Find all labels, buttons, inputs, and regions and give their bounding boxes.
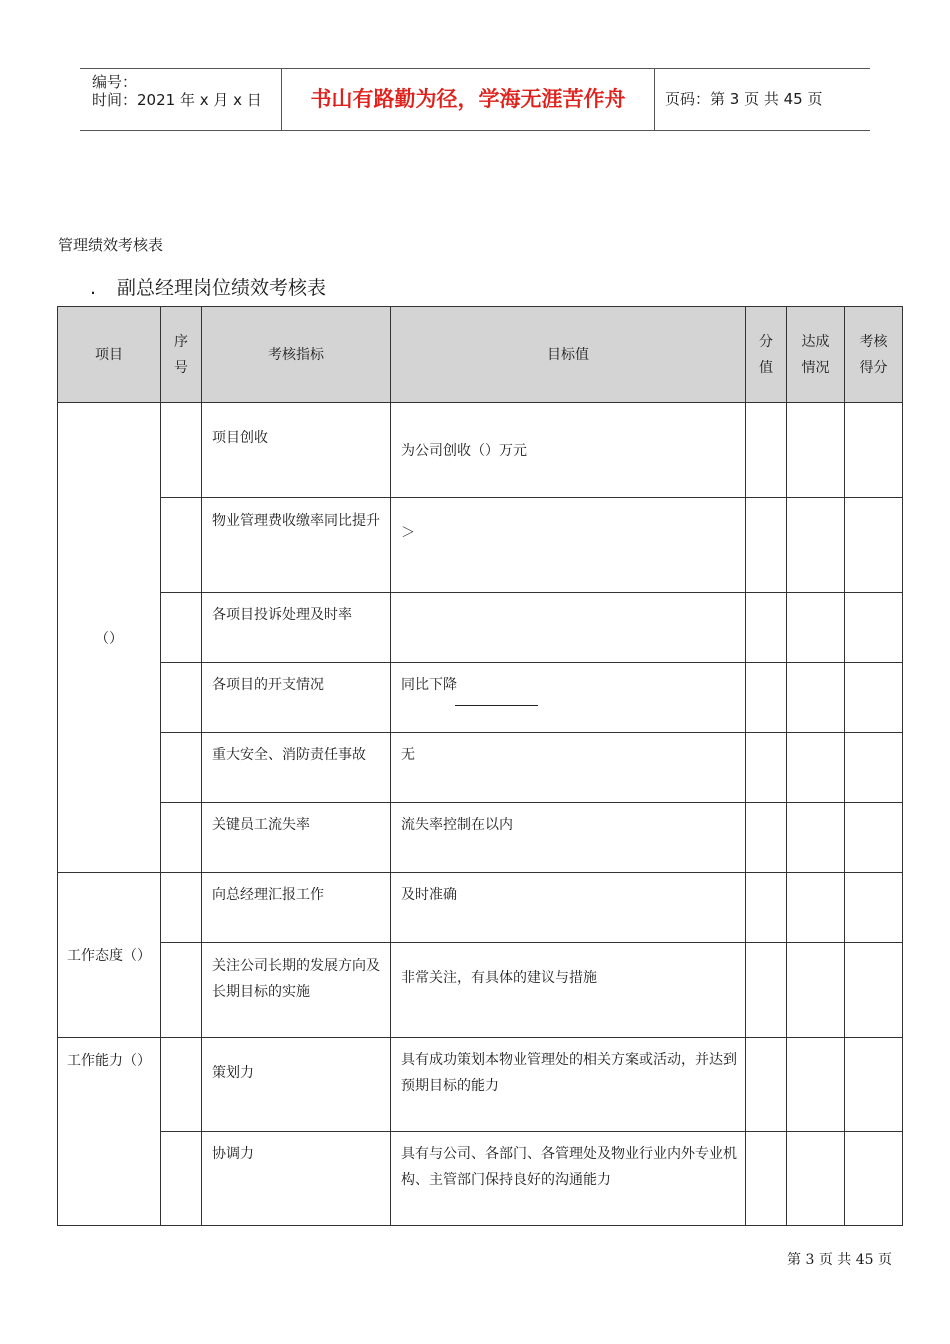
score-cell: [746, 1132, 787, 1226]
score-cell: [746, 803, 787, 873]
score-cell: [746, 733, 787, 803]
seq-cell: [161, 873, 202, 943]
result-cell: [845, 1038, 903, 1132]
score-cell: [746, 1038, 787, 1132]
status-cell: [787, 733, 845, 803]
table-row: [58, 943, 903, 1038]
seq-cell: [161, 403, 202, 498]
indicator-cell: 各项目投诉处理及时率: [202, 593, 391, 663]
category-cell: （）: [58, 403, 161, 873]
status-cell: [787, 403, 845, 498]
target-cell: 具有成功策划本物业管理处的相关方案或活动，并达到预期目标的能力: [391, 1038, 746, 1132]
table-row: [58, 593, 903, 663]
table-row: [58, 873, 903, 943]
status-cell: [787, 1038, 845, 1132]
page-footer: 第 3 页 共 45 页: [787, 1252, 892, 1268]
indicator-cell: 策划力: [202, 1038, 391, 1132]
status-cell: [787, 498, 845, 593]
indicator-cell: 向总经理汇报工作: [202, 873, 391, 943]
indicator-cell: 关键员工流失率: [202, 803, 391, 873]
header-item: 项目: [58, 307, 161, 403]
target-cell: 为公司创收（）万元: [391, 403, 746, 498]
status-cell: [787, 873, 845, 943]
seq-cell: [161, 943, 202, 1038]
status-cell: [787, 943, 845, 1038]
category-cell: 工作态度（）: [58, 873, 161, 1038]
indicator-cell: 项目创收: [202, 403, 391, 498]
indicator-cell: 各项目的开支情况: [202, 663, 391, 733]
seq-cell: [161, 1038, 202, 1132]
target-cell: [391, 593, 746, 663]
indicator-cell: 协调力: [202, 1132, 391, 1226]
section-number: .: [90, 277, 97, 299]
header-score: 分值: [746, 307, 787, 403]
document-title: 管理绩效考核表: [58, 236, 164, 254]
score-cell: [746, 593, 787, 663]
header-status: 达成情况: [787, 307, 845, 403]
status-cell: [787, 593, 845, 663]
ink-stroke: [455, 705, 538, 706]
header-motto: 书山有路勤为径，学海无涯苦作舟: [282, 69, 655, 130]
result-cell: [845, 663, 903, 733]
seq-cell: [161, 733, 202, 803]
target-cell: 流失率控制在以内: [391, 803, 746, 873]
target-cell: 无: [391, 733, 746, 803]
table-row: [58, 498, 903, 593]
code-label: 编号：: [92, 73, 138, 91]
result-cell: [845, 733, 903, 803]
result-cell: [845, 403, 903, 498]
table-row: [58, 403, 903, 498]
seq-cell: [161, 593, 202, 663]
result-cell: [845, 1132, 903, 1226]
seq-cell: [161, 1132, 202, 1226]
section-title-text: 副总经理岗位绩效考核表: [117, 277, 327, 299]
score-cell: [746, 403, 787, 498]
score-cell: [746, 943, 787, 1038]
target-cell: 具有与公司、各部门、各管理处及物业行业内外专业机构、主管部门保持良好的沟通能力: [391, 1132, 746, 1226]
table-row: [58, 663, 903, 733]
header-page-info: 页码：第 3 页 共 45 页: [665, 90, 823, 108]
status-cell: [787, 803, 845, 873]
header-result: 考核得分: [845, 307, 903, 403]
table-row: [58, 1132, 903, 1226]
target-cell: 同比下降: [391, 663, 746, 733]
category-cell: 工作能力（）: [58, 1038, 161, 1226]
appraisal-table: [57, 306, 903, 1226]
table-header-row: [58, 307, 903, 403]
score-cell: [746, 663, 787, 733]
result-cell: [845, 803, 903, 873]
target-cell: ＞: [391, 498, 746, 593]
target-cell: 及时准确: [391, 873, 746, 943]
header-indicator: 考核指标: [202, 307, 391, 403]
indicator-cell: 物业管理费收缴率同比提升: [202, 498, 391, 593]
score-cell: [746, 873, 787, 943]
section-title: [90, 273, 326, 300]
table-row: [58, 733, 903, 803]
seq-cell: [161, 498, 202, 593]
header-target: 目标值: [391, 307, 746, 403]
status-cell: [787, 663, 845, 733]
result-cell: [845, 498, 903, 593]
seq-cell: [161, 803, 202, 873]
table-row: [58, 1038, 903, 1132]
target-cell: 非常关注，有具体的建议与措施: [391, 943, 746, 1038]
result-cell: [845, 873, 903, 943]
status-cell: [787, 1132, 845, 1226]
score-cell: [746, 498, 787, 593]
indicator-cell: 重大安全、消防责任事故: [202, 733, 391, 803]
result-cell: [845, 943, 903, 1038]
table-row: [58, 803, 903, 873]
date-label: 时间：2021 年 x 月 x 日: [92, 91, 262, 109]
header-meta: [80, 69, 282, 130]
seq-cell: [161, 663, 202, 733]
result-cell: [845, 593, 903, 663]
header-seq: 序号: [161, 307, 202, 403]
page-header: [80, 68, 870, 131]
indicator-cell: 关注公司长期的发展方向及长期目标的实施: [202, 943, 391, 1038]
